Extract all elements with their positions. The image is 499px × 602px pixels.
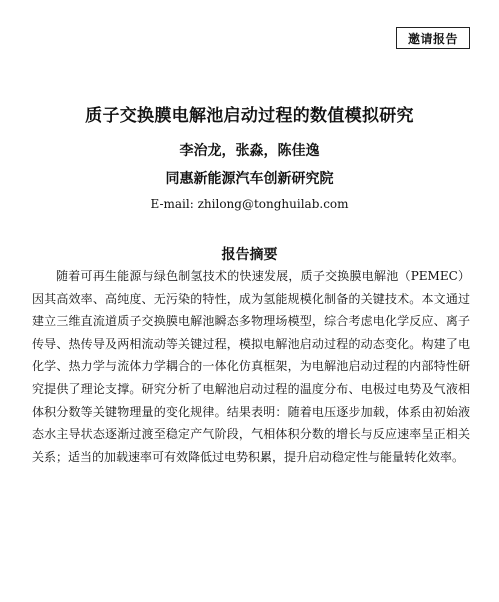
author-list: 李治龙，张淼，陈佳逸 (179, 143, 320, 159)
abstract-body: 随着可再生能源与绿色制氢技术的快速发展，质子交换膜电解池（PEMEC）因其高效率、高纯度、无污染的特性，成为氢能规模化制备的关键技术。本文通过建立三维直流道质子交换膜电解池瞬态多物理场模型，综合考虑电化学反应、离子传导、热传导及两相流动等关键过程，模拟电解池启动过程的动态变化。构建了电化学、热力学与流体力学耦合的一体化仿真框架，为电解池启动过程的内部特性研究提供了理论支撑。研究分析了电解池启动过程的温度分布、电极过电势及气液相体积分数等关键物理量的变化规律。结果表明：随着电压逐步加载，体系由初始液态水主导状态逐渐过渡至稳定产气阶段，气相体积分数的增长与反应速率呈正相关关系；适当的加载速率可有效降低过电势积累，提升启动稳定性与能量转化效率。 (32, 269, 470, 464)
abstract-heading: 报告摘要 (221, 247, 278, 263)
contact-email: E-mail: zhilong@tonghuilab.com (150, 197, 349, 211)
paper-title: 质子交换膜电解池启动过程的数值模拟研究 (85, 106, 414, 126)
affiliation: 同惠新能源汽车创新研究院 (165, 171, 334, 187)
invited-report-badge: 邀请报告 (396, 27, 470, 49)
